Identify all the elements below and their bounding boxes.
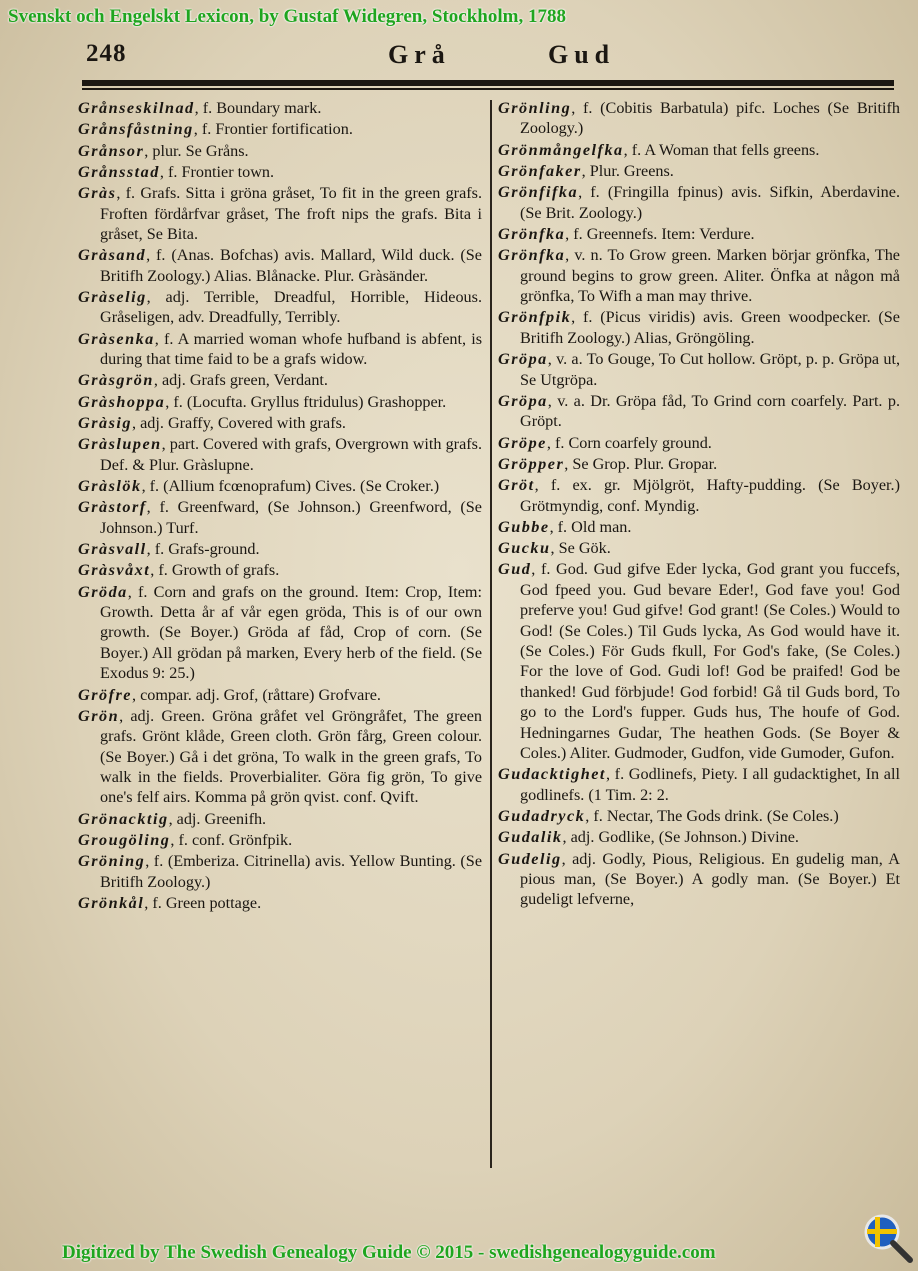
entry-definition: , f. (Allium fcœnoprafum) Cives. (Se Croker.) — [141, 477, 440, 495]
entry-headword: Gubbe — [498, 517, 550, 536]
entry-definition: , Plur. Greens. — [581, 162, 674, 180]
entry-definition: , adj. Graffy, Covered with grafs. — [131, 414, 346, 432]
entry-headword: Grönfpik — [498, 308, 572, 327]
dictionary-entry — [78, 370, 482, 390]
dictionary-entry — [498, 182, 900, 223]
dictionary-entry — [498, 849, 900, 910]
dictionary-entry — [498, 559, 900, 763]
entry-definition: , f. Frontier fortification. — [193, 120, 353, 139]
entry-definition: , compar. adj. Grof, (råttare) Grofvare. — [131, 685, 381, 704]
dictionary-entry — [78, 560, 482, 580]
entry-definition: , f. Frontier town. — [159, 162, 275, 181]
entry-headword: Gud — [498, 560, 532, 579]
dictionary-entry — [78, 851, 482, 892]
entry-headword: Gudadryck — [498, 807, 586, 826]
dictionary-entry — [78, 685, 482, 705]
dictionary-entry — [498, 98, 900, 139]
entry-headword: Grönfka — [498, 225, 566, 243]
entry-headword: Gràselig — [78, 288, 147, 306]
entry-definition: , Se Grop. Plur. Gropar. — [564, 454, 718, 473]
dictionary-entry — [78, 287, 482, 328]
dictionary-entry — [498, 517, 900, 537]
dictionary-entry — [498, 433, 900, 453]
dictionary-entry — [78, 98, 482, 118]
dictionary-entry — [78, 392, 482, 412]
entry-headword: Grånseskilnad — [78, 99, 195, 117]
entry-definition: , f. (Locufta. Gryllus ftridulus) Grashopper. — [165, 392, 447, 411]
dictionary-entry — [498, 161, 900, 181]
entry-headword: Grönkål — [78, 894, 145, 913]
dictionary-entry — [78, 119, 482, 139]
entry-headword: Gràstorf — [78, 498, 147, 517]
entry-definition: , f. (Emberiza. Citrinella) avis. Yellow Bunting. (Se Britifh Zoology.) — [100, 852, 482, 891]
entry-headword: Gràsvåxt — [78, 561, 151, 580]
dictionary-entry — [78, 497, 482, 538]
header-rule-thick — [82, 80, 894, 86]
dictionary-entry — [78, 183, 482, 244]
dictionary-entry — [498, 307, 900, 348]
dictionary-entry — [78, 893, 482, 913]
dictionary-entry — [78, 329, 482, 370]
header-rule-thin — [82, 88, 894, 90]
entry-headword: Gudelig — [498, 849, 562, 868]
entry-definition: , f. ex. gr. Mjölgröt, Hafty-pudding. (Se Boyer.) Grötmyndig, conf. Myndig. — [520, 476, 900, 515]
entry-headword: Grånsfåstning — [78, 120, 194, 139]
entry-headword: Gröda — [78, 582, 128, 601]
dictionary-entry — [78, 476, 482, 496]
entry-headword: Gucku — [498, 539, 551, 558]
entry-definition: , adj. Green. Gröna gråfet vel Gröngråfet, The green grafs. Grönt klåde, Green cloth. Grön fårg, Green colour. (Se Boyer.) Gå i det gröna, To walk in the green grafs, To walk in the fields. Proverbialiter. Göra fig grön, To give one's felf airs. Komma på grön qvist. conf. Qvift. — [100, 706, 482, 807]
entry-definition: , f. Corn and grafs on the ground. Item: Crop, Item: Growth. Detta år af vår egen gröda, This is of our own growth. (Se Boyer.) Gröda af fåd, Crop of corn. (Se Boyer.) All grödan på marken, Every herb of the field. (Se Exodus 9: 25.) — [100, 582, 482, 683]
entry-headword: Grånsstad — [78, 162, 160, 181]
entry-headword: Grön — [78, 706, 120, 725]
entry-definition: , part. Covered with grafs, Overgrown with grafs. Def. & Plur. Gràslupne. — [100, 435, 482, 474]
entry-headword: Gràsenka — [78, 329, 155, 348]
dictionary-entry — [498, 224, 900, 244]
entry-headword: Grönfifka — [498, 183, 579, 202]
entry-headword: Grönling — [498, 99, 572, 117]
entry-definition: , f. God. Gud gifve Eder lycka, God grant you fuccefs, God fpeed you. Gud bevare Eder!, God fave you! God preferve you! Gud gifve! God grant! (Se Coles.) Would to God! (Se Coles.) Til Guds lycka, As God would have it. (Se Coles.) För Guds fkull, For God's fake, (Se Coles.) For the love of God. Gudi lof! God be praifed! God be thanked! Gud förbjude! God forbid! Gå til Guds bord, To go to the Lord's fupper. Guds hus, The houfe of God. Hedningarnes Gudar, The heathen Gods. (Se Boyer & Coles.) Aliter. Gudmoder, Gudfon, vide Gumoder, Gufon. — [520, 560, 900, 763]
entry-headword: Gràs — [78, 184, 117, 203]
dictionary-entry — [498, 538, 900, 558]
entry-definition: , f. Green pottage. — [144, 894, 262, 913]
dictionary-entry — [78, 141, 482, 161]
entry-definition: , f. Godlinefs, Piety. I all gudacktighet, In all godlinefs. (1 Tim. 2: 2. — [520, 765, 900, 804]
entry-definition: , f. (Cobitis Barbatula) pifc. Loches (Se Britifh Zoology.) — [520, 99, 900, 138]
dictionary-entry — [78, 245, 482, 286]
entry-definition: , f. Boundary mark. — [194, 99, 322, 117]
entry-definition: , f. conf. Grönfpik. — [170, 831, 293, 850]
entry-definition: , adj. Greenifh. — [168, 809, 267, 828]
entry-definition: , f. Growth of grafs. — [150, 561, 280, 580]
entry-headword: Gràslök — [78, 477, 142, 495]
entry-definition: , f. (Anas. Bofchas) avis. Mallard, Wild duck. (Se Britifh Zoology.) Alias. Blånacke. Plur. Gràsänder. — [100, 246, 482, 285]
entry-definition: , f. Grafs. Sitta i gröna gråset, To fit in the green grafs. Froften fördårfvar gråset, The froft nips the grafs. Bita i gråset, Se Bita. — [100, 184, 482, 243]
dictionary-entry — [78, 706, 482, 808]
dictionary-entry — [498, 827, 900, 847]
entry-definition: , f. Greenfward, (Se Johnson.) Greenfword, (Se Johnson.) Turf. — [100, 498, 482, 537]
dictionary-entry — [498, 454, 900, 474]
dictionary-entry — [78, 434, 482, 475]
entry-definition: , plur. Se Gråns. — [144, 141, 249, 160]
entry-definition: , f. (Picus viridis) avis. Green woodpecker. (Se Britifh Zoology.) Alias, Gröngöling. — [520, 308, 900, 347]
entry-definition: , f. Nectar, The Gods drink. (Se Coles.) — [585, 807, 839, 826]
entry-headword: Gràsig — [78, 414, 132, 432]
entry-headword: Gröpa — [498, 391, 548, 410]
header-right-catchword: Gud — [548, 40, 616, 69]
entry-headword: Gröning — [78, 852, 146, 871]
entry-headword: Gröfre — [78, 685, 132, 704]
entry-headword: Gudacktighet — [498, 765, 606, 784]
entry-definition: , f. Corn coarfely ground. — [546, 433, 712, 452]
entry-headword: Gröt — [498, 476, 535, 495]
entry-definition: , f. A married woman whofe hufband is abfent, is during that time faid to be a grafs widow. — [100, 329, 482, 369]
entry-headword: Grönfka — [498, 246, 566, 265]
entry-definition: , adj. Godly, Pious, Religious. En gudelig man, A pious man, (Se Boyer.) A godly man. (Se Boyer.) Et gudeligt lefverne, — [520, 849, 900, 909]
dictionary-entry — [498, 764, 900, 805]
entry-headword: Gràslupen — [78, 435, 162, 454]
entry-headword: Gröpe — [498, 433, 547, 452]
digitized-by-banner: Digitized by The Swedish Genealogy Guide © 2015 - swedishgenealogyguide.com — [62, 1242, 716, 1263]
entry-definition: , v. a. Dr. Gröpa fåd, To Grind corn coarfely. Part. p. Gröpt. — [520, 391, 900, 431]
dictionary-entry — [78, 162, 482, 182]
dictionary-entry — [78, 809, 482, 829]
entry-headword: Grönmångelfka — [498, 140, 624, 159]
entry-headword: Grönfaker — [498, 162, 582, 180]
dictionary-entry — [498, 349, 900, 390]
entry-definition: , v. n. To Grow green. Marken börjar grönfka, The ground begins to grow green. Aliter. Önfka at någon må grönfka, To Wifh a man may thrive. — [520, 246, 900, 306]
entry-headword: Gudalik — [498, 828, 563, 847]
entry-headword: Gràsvall — [78, 540, 147, 558]
column-divider — [490, 100, 492, 1168]
entry-headword: Gröpper — [498, 454, 565, 473]
entry-headword: Grönacktig — [78, 809, 169, 828]
entry-headword: Gröpa — [498, 350, 548, 369]
entry-headword: Grånsor — [78, 141, 145, 160]
entry-definition: , f. Grafs-ground. — [146, 540, 260, 558]
entry-definition: , v. a. To Gouge, To Cut hollow. Gröpt, p. p. Gröpa ut, Se Utgröpa. — [520, 350, 900, 389]
dictionary-entry — [78, 413, 482, 433]
left-column — [78, 98, 482, 914]
page-number: 248 — [86, 40, 127, 67]
site-title-banner: Svenskt och Engelskt Lexicon, by Gustaf Widegren, Stockholm, 1788 — [8, 6, 566, 27]
header-left-catchword: Grå — [388, 40, 451, 69]
entry-definition: , adj. Godlike, (Se Johnson.) Divine. — [562, 828, 799, 847]
entry-headword: Grougöling — [78, 831, 171, 850]
dictionary-entry — [498, 806, 900, 826]
entry-definition: , f. A Woman that fells greens. — [623, 140, 820, 159]
dictionary-entry — [498, 391, 900, 432]
right-column — [498, 98, 900, 911]
dictionary-entry — [78, 539, 482, 559]
entry-definition: , adj. Terrible, Dreadful, Horrible, Hideous. Gråseligen, adv. Dreadfully, Terribly. — [100, 288, 482, 327]
dictionary-entry — [498, 475, 900, 516]
dictionary-entry — [78, 582, 482, 684]
entry-definition: , f. (Fringilla fpinus) avis. Sifkin, Aberdavine. (Se Brit. Zoology.) — [520, 183, 900, 222]
entry-headword: Gràsand — [78, 246, 147, 265]
entry-headword: Gràshoppa — [78, 392, 166, 411]
entry-definition: , f. Old man. — [549, 517, 632, 536]
dictionary-entry — [498, 245, 900, 306]
dictionary-entry — [78, 830, 482, 850]
dictionary-entry — [498, 140, 900, 160]
entry-definition: , adj. Grafs green, Verdant. — [153, 371, 328, 390]
entry-headword: Gràsgrön — [78, 371, 154, 390]
entry-definition: , f. Greennefs. Item: Verdure. — [565, 225, 755, 243]
entry-definition: , Se Gök. — [550, 539, 611, 558]
swedish-flag-magnifier-icon — [862, 1212, 914, 1264]
